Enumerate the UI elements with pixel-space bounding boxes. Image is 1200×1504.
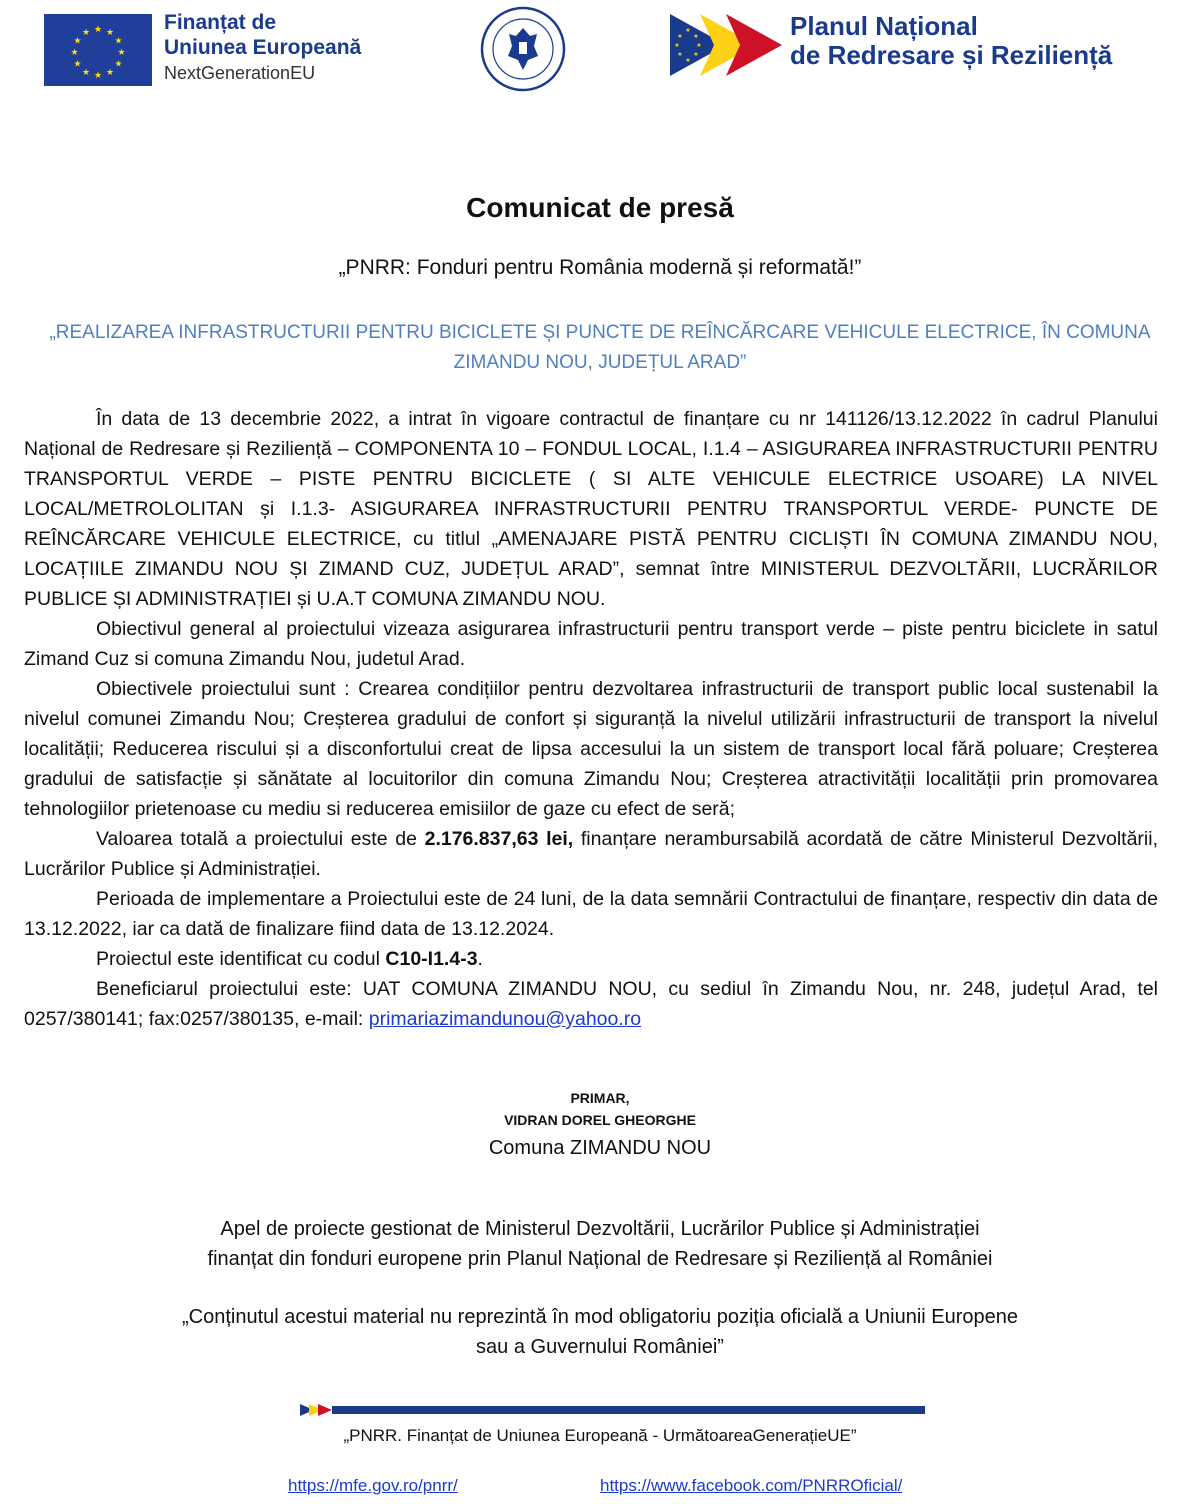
eu-line1: Finanțat de xyxy=(164,11,277,34)
eu-line3: NextGenerationEU xyxy=(164,63,316,83)
signature-block xyxy=(0,1087,1200,1163)
svg-text:★: ★ xyxy=(73,36,82,47)
svg-text:★: ★ xyxy=(81,28,91,38)
signature-org: Comuna ZIMANDU NOU xyxy=(488,1137,712,1159)
pnrr-logo-icon xyxy=(670,14,782,76)
svg-text:★: ★ xyxy=(693,51,699,58)
svg-text:★: ★ xyxy=(674,42,680,49)
signature-role: PRIMAR, xyxy=(570,1090,630,1106)
pnrr-line2: de Redresare și Reziliență xyxy=(790,40,1113,70)
press-release-body xyxy=(24,404,1158,1034)
paragraph-contract: În data de 13 decembrie 2022, a intrat în vigoare contractul de finanțare cu nr 141126/13.12.2022 în cadrul Planului Național de Redresare și Reziliență – COMPONENTA 10 – FONDUL LOCAL, I.1.4 – ASIGURAREA INFRASTRUCTURII PENTRU TRANSPORTUL VERDE – PISTE PENTRU BICICLETE ( SI ALTE VEHICULE ELECTRICE USOARE) LA NIVEL LOCAL/METROLOLITAN și I.1.3- ASIGURAREA INFRASTRUCTURII PENTRU TRANSPORTUL VERDE- PUNCTE DE REÎNCĂRCARE VEHICULE ELECTRICE, cu titlul „AMENAJARE PISTĂ PENTRU CICLIȘTI ÎN COMUNA ZIMANDU NOU, LOCAȚIILE ZIMANDU NOU ȘI ZIMAND CUZ, JUDEȚUL ARAD”, semnat între MINISTERUL DEZVOLTĂRII, LUCRĂRILOR PUBLICE ȘI ADMINISTRAȚIEI și U.A.T COMUNA ZIMANDU NOU. xyxy=(24,408,1158,610)
slogan: „PNRR: Fonduri pentru România modernă și reformată!” xyxy=(338,256,862,279)
disclaimer-line1: „Conținutul acestui material nu reprezintă în mod obligatoriu poziția oficială a Uniunii Europene xyxy=(181,1306,1019,1328)
page-header xyxy=(0,0,1200,100)
svg-text:★: ★ xyxy=(73,59,82,70)
disclaimer xyxy=(0,1302,1200,1362)
svg-text:★: ★ xyxy=(677,33,683,40)
svg-text:★: ★ xyxy=(693,33,699,40)
beneficiary-text: Beneficiarul proiectului este: UAT COMUNA ZIMANDU NOU, cu sediul în Zimandu Nou, nr. 248, județul Arad, tel 0257/380141; fax:0257/380135, e-mail: xyxy=(24,978,1158,1030)
footer-link-mfe[interactable]: https://mfe.gov.ro/pnrr/ xyxy=(288,1476,458,1495)
eu-flag-icon xyxy=(44,14,152,86)
svg-text:★: ★ xyxy=(93,71,103,81)
svg-text:★: ★ xyxy=(93,25,103,35)
svg-text:★: ★ xyxy=(70,48,79,58)
signature-name: VIDRAN DOREL GHEORGHE xyxy=(504,1112,696,1128)
svg-text:★: ★ xyxy=(685,57,691,64)
svg-text:★: ★ xyxy=(114,36,123,47)
email-link[interactable]: primariazimandunou@yahoo.ro xyxy=(368,1008,642,1030)
svg-text:★: ★ xyxy=(117,48,126,58)
code-intro: Proiectul este identificat cu codul xyxy=(96,948,386,970)
disclaimer-line2: sau a Guvernului României” xyxy=(476,1336,724,1358)
paragraph-value xyxy=(24,824,1158,884)
svg-text:★: ★ xyxy=(114,59,123,70)
code-end: . xyxy=(477,948,483,970)
paragraph-period: Perioada de implementare a Proiectului este de 24 luni, de la data semnării Contractului de finanțare, respectiv din data de 13.12.2022, iar ca dată de finalizare fiind data de 13.12.2024. xyxy=(24,888,1158,940)
project-value: 2.176.837,63 lei, xyxy=(424,828,574,850)
call-line1: Apel de proiecte gestionat de Ministerul Dezvoltării, Lucrărilor Publice și Administrației xyxy=(220,1218,980,1240)
footer-link-facebook[interactable]: https://www.facebook.com/PNRROficial/ xyxy=(600,1476,903,1495)
value-intro: Valoarea totală a proiectului este de xyxy=(96,828,425,850)
svg-text:★: ★ xyxy=(685,27,691,34)
svg-text:★: ★ xyxy=(677,51,683,58)
paragraph-beneficiary xyxy=(24,974,1158,1034)
paragraph-objectives: Obiectivele proiectului sunt : Crearea condițiilor pentru dezvoltarea infrastructurii de transport public local sustenabil la nivelul comunei Zimandu Nou; Creșterea gradului de confort și siguranță la nivelul utilizării infrastructurii de transport la nivelul localității; Reducerea riscului și a disconfortului creat de lipsa accesului la un sistem de transport local fără poluare; Creșterea gradului de satisfacție și sănătate al locuitorilor din comuna Zimandu Nou; Creșterea atractivității localității prin promovarea tehnologiilor prietenoase cu mediu si reducerea emisiilor de gaze cu efect de seră; xyxy=(24,678,1158,820)
svg-text:★: ★ xyxy=(105,68,115,78)
page-title: Comunicat de presă xyxy=(466,192,734,223)
svg-text:★: ★ xyxy=(696,42,702,49)
project-code: C10-I1.4-3 xyxy=(385,948,478,970)
project-title: „REALIZAREA INFRASTRUCTURII PENTRU BICICLETE ȘI PUNCTE DE REÎNCĂRCARE VEHICULE ELECTRICE, ÎN COMUNA ZIMANDU NOU, JUDEȚUL ARAD” xyxy=(49,322,1151,373)
pnrr-line1: Planul Național xyxy=(790,11,978,41)
svg-text:★: ★ xyxy=(105,28,115,38)
call-line2: finanțat din fonduri europene prin Planul Național de Redresare și Reziliență al României xyxy=(207,1248,993,1270)
svg-text:★: ★ xyxy=(81,68,91,78)
value-details: finanțare nerambursabilă acordată de către Ministerul Dezvoltării, Lucrărilor Publice și Administrației. xyxy=(24,828,1158,880)
government-seal-icon xyxy=(480,6,566,92)
footer-tagline: „PNRR. Finanțat de Uniunea Europeană - UrmătoareaGenerațieUE” xyxy=(343,1426,857,1445)
eu-line2: Uniunea Europeană xyxy=(164,36,362,59)
eu-funding-label xyxy=(164,10,361,86)
pnrr-label xyxy=(790,12,1112,70)
call-info xyxy=(0,1214,1200,1274)
paragraph-general-objective: Obiectivul general al proiectului vizeaza asigurarea infrastructurii pentru transport verde – piste pentru biciclete in satul Zimand Cuz si comuna Zimandu Nou, judetul Arad. xyxy=(24,618,1158,670)
paragraph-code xyxy=(24,944,1158,974)
footer-stripe-icon xyxy=(300,1403,925,1417)
